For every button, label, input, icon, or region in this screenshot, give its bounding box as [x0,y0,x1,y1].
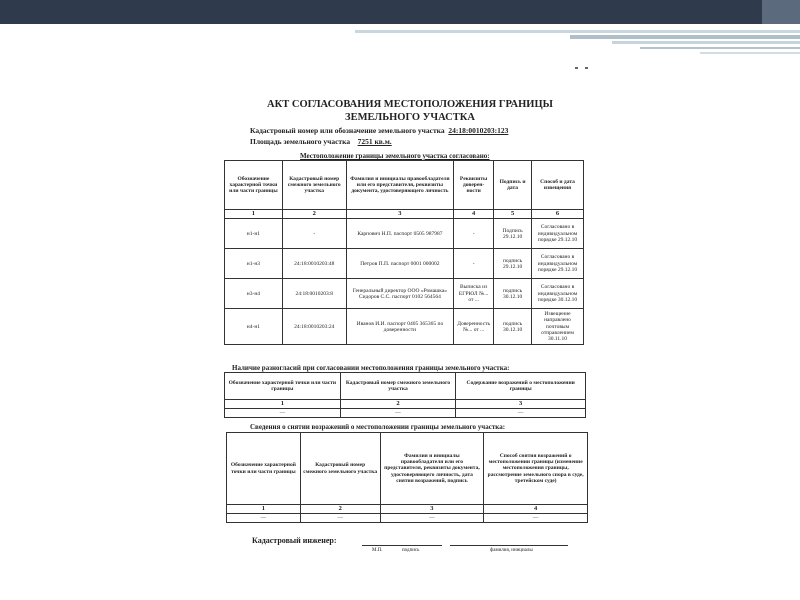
table-cell: Подпись 29.12.10 [494,219,532,249]
table-cell: Карпович Н.П. паспорт 0505 987987 [346,219,454,249]
disagreements-table [224,372,586,418]
column-number: 1 [227,505,301,514]
header-cell: Способ снятия возражений о местоположении границы (изменение местоположения границы, рассмотрение земельного спора в суде, третейском суде) [484,433,588,505]
table-row [225,249,584,279]
table-row [225,309,584,345]
table1-caption: Местоположение границы земельного участка согласовано: [300,152,490,160]
table-cell: Согласовано в индивидуальном порядке 29.12.10 [532,249,584,279]
table-cell: — [484,514,588,523]
column-number: 3 [380,505,484,514]
table-cell: н1-н3 [225,249,283,279]
slide-top-bar-edge [762,0,800,24]
table-cell: — [380,514,484,523]
header-cell: Способ и дата извещения [532,161,584,210]
table-cell: 24:18:0010203:48 [282,249,346,279]
cadastral-label: Кадастровый номер или обозначение земельного участка [250,126,445,135]
header-cell: Содержание возражений о местоположении границы [456,373,586,400]
header-cell: Реквизиты доверен-ности [454,161,494,210]
column-number: 5 [494,210,532,219]
table-cell: Доверенность №... от ... [454,309,494,345]
table-cell: — [300,514,380,523]
signature-line [362,545,442,546]
table-cell: подпись 29.12.10 [494,249,532,279]
table-cell: — [456,409,586,418]
header-cell: Подпись и дата [494,161,532,210]
objections-removal-table [226,432,588,523]
column-number: 4 [484,505,588,514]
header-cell: Обозначение характерной точки или части границы [227,433,301,505]
table-cell: Извещение направлено почтовым отправлением 30.11.10 [532,309,584,345]
table-row [227,514,588,523]
table-cell: — [340,409,456,418]
column-number: 2 [300,505,380,514]
header-cell: Фамилия и инициалы правообладателя или его представителя, реквизиты документа, удостоверяющего личность, дата снятия возражений, подпись [380,433,484,505]
column-number: 4 [454,210,494,219]
table-cell: Петров П.П. паспорт 0001 000002 [346,249,454,279]
column-number: 1 [225,400,341,409]
header-cell: Кадастровый номер смежного земельного участка [300,433,380,505]
header-cell: Фамилия и инициалы правообладателя или его представителя, реквизиты документа, удостоверяющего личность [346,161,454,210]
table-cell: Выписка из ЕГРЮЛ №... от ... [454,279,494,309]
column-number: 2 [340,400,456,409]
header-cell: Обозначение характерной точки или части границы [225,161,283,210]
name-caption: фамилия, инициалы [490,548,533,553]
cadastral-value: 24:18:0010203:123 [448,126,509,135]
area-line [250,137,392,146]
header-cell: Обозначение характерной точки или части границы [225,373,341,400]
table-cell: Иванов И.И. паспорт 0405 365365 по доверенности [346,309,454,345]
area-label: Площадь земельного участка [250,137,351,146]
scanned-document [214,56,614,568]
decor-stripe [640,47,800,49]
column-number: 3 [346,210,454,219]
decor-stripe [355,30,800,33]
header-cell: Кадастровый номер смежного земельного участка [340,373,456,400]
stamp-placeholder: М.П. [372,548,383,553]
column-number: 1 [225,210,283,219]
header-cell: Кадастровый номер смежного земельного участка [282,161,346,210]
title-line-1: АКТ СОГЛАСОВАНИЯ МЕСТОПОЛОЖЕНИЯ ГРАНИЦЫ [267,99,553,110]
table-row [225,409,586,418]
decor-stripe [612,41,800,44]
cadastral-engineer-label: Кадастровый инженер: [252,536,337,545]
title-line-2: ЗЕМЕЛЬНОГО УЧАСТКА [345,112,475,123]
column-number: 6 [532,210,584,219]
column-number: 3 [456,400,586,409]
column-number: 2 [282,210,346,219]
agreement-table [224,160,584,345]
table-cell: Согласовано в индивидуальном порядке 30.12.10 [532,279,584,309]
table-cell: н4-н1 [225,309,283,345]
slide-top-bar [0,0,800,24]
decor-stripe [570,35,800,39]
table-cell: 24:18:0010203:8 [282,279,346,309]
table-cell: подпись 30.12.10 [494,309,532,345]
table3-caption: Сведения о снятии возражений о местоположении границы земельного участка: [250,423,506,431]
signature-caption: подпись [402,548,420,553]
table-cell: Согласовано в индивидуальном порядке 29.12.10 [532,219,584,249]
area-value: 7251 кв.м. [357,137,392,146]
name-line [450,545,568,546]
document-title [250,98,570,124]
table-cell: подпись 30.12.10 [494,279,532,309]
decor-stripe [700,52,800,54]
table-row [225,219,584,249]
table-cell: — [225,409,341,418]
table-cell: н1-н1 [225,219,283,249]
table-cell: 24:18:0010203:24 [282,309,346,345]
table-cell: Генеральный директор ООО «Ромашка» Сидоров С.С. паспорт 0102 564564 [346,279,454,309]
table-cell: - [454,219,494,249]
table-cell: - [454,249,494,279]
table-cell: н3-н4 [225,279,283,309]
table2-caption: Наличие разногласий при согласовании местоположения границы земельного участка: [232,364,510,372]
cadastral-number-line [250,126,508,135]
table-cell: - [282,219,346,249]
table-cell: — [227,514,301,523]
table-row [225,279,584,309]
